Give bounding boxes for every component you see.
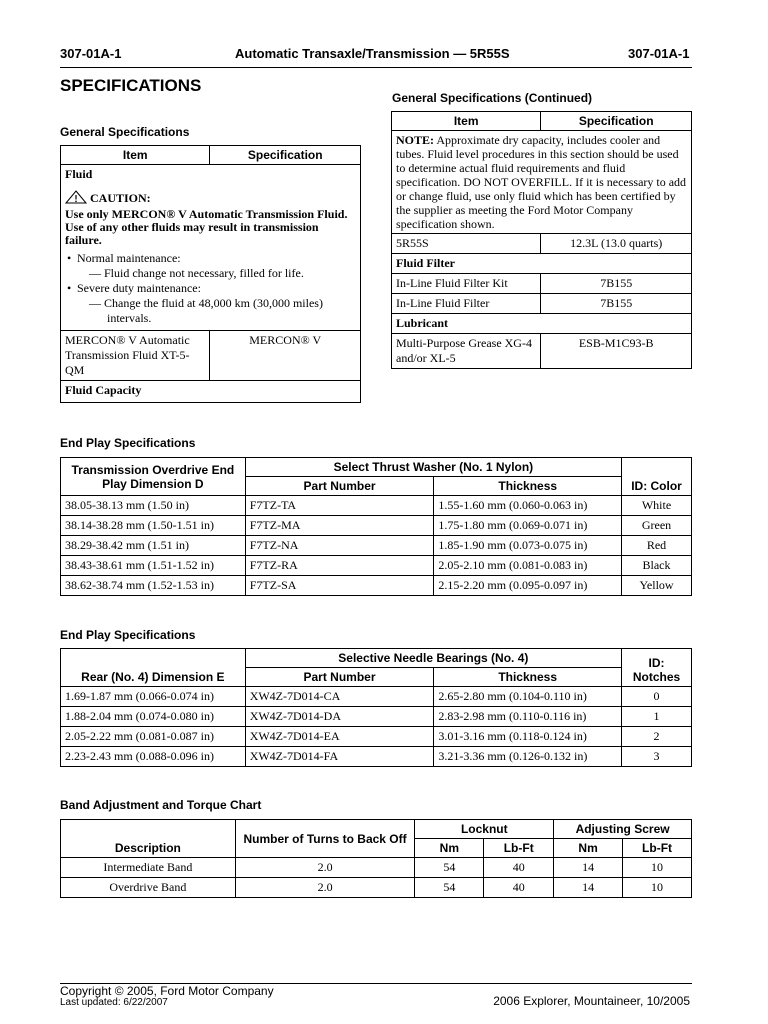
warning-icon [65,190,87,208]
general-spec-table [60,145,361,403]
general-spec-cont-title: General Specifications (Continued) [392,91,593,105]
table-cell: 54 [415,878,484,898]
table-cell: 0 [622,687,692,707]
table-cell: F7TZ-RA [245,556,434,576]
col-id-color: ID: Color [622,458,692,496]
fluid-cell [61,165,361,331]
model-capacity: 12.3L (13.0 quarts) [541,234,692,254]
table-cell: 2.23-2.43 mm (0.088-0.096 in) [61,747,246,767]
col-part-number: Part Number [245,477,434,496]
table-cell: XW4Z-7D014-CA [245,687,434,707]
col-specification: Specification [541,112,692,131]
normal-maintenance: Normal maintenance: [77,251,181,265]
table-cell: XW4Z-7D014-EA [245,727,434,747]
col-adj-nm: Nm [554,839,623,858]
table-row [61,727,692,747]
footer-updated: Last updated: 6/22/2007 [60,997,168,1008]
table-cell: 38.05-38.13 mm (1.50 in) [61,496,246,516]
filter-kit-spec: 7B155 [541,274,692,294]
fluid-label: Fluid [65,167,93,181]
general-spec-title: General Specifications [60,125,190,139]
mercon-spec: MERCON® V [210,331,361,381]
table-cell: 1.85-1.90 mm (0.073-0.075 in) [434,536,622,556]
note-cell [392,131,692,234]
band-chart-table [60,819,692,898]
table-row [61,687,692,707]
table-cell: F7TZ-SA [245,576,434,596]
table-cell: 3 [622,747,692,767]
fluid-capacity-label: Fluid Capacity [61,381,361,403]
table-cell: F7TZ-TA [245,496,434,516]
table-cell: 1.75-1.80 mm (0.069-0.071 in) [434,516,622,536]
table-cell: F7TZ-NA [245,536,434,556]
mercon-item: MERCON® V Automatic Transmission Fluid XT-5-QM [61,331,210,381]
note-text: Approximate dry capacity, includes cooler and tubes. Fluid level procedures in this section should be used to determine actual fluid requirements and fluid specification. DO NOT OVERFILL. If it is necessary to add or change fluid, use only fluid which has been certified by the supplier as meeting the Ford Motor Company specification shown. [396,133,687,231]
header-rule [60,67,692,68]
table-cell: 2 [622,727,692,747]
table-cell: 10 [623,858,692,878]
table-cell: Intermediate Band [61,858,236,878]
table-cell: 40 [484,878,554,898]
severe-maintenance: Severe duty maintenance: [77,281,201,295]
table-cell: 2.65-2.80 mm (0.104-0.110 in) [434,687,622,707]
col-locknut-nm: Nm [415,839,484,858]
table-cell: 14 [554,878,623,898]
table-cell: 3.21-3.36 mm (0.126-0.132 in) [434,747,622,767]
col-part-number: Part Number [245,668,434,687]
table-cell: 1.69-1.87 mm (0.066-0.074 in) [61,687,246,707]
col-adj-lbft: Lb-Ft [623,839,692,858]
table-row [61,516,692,536]
table-cell: 2.0 [235,878,415,898]
end-play-1-title: End Play Specifications [60,436,196,450]
col-id-notches: ID: Notches [622,649,692,687]
table-cell: 1 [622,707,692,727]
table-row [61,878,692,898]
table-cell: 2.15-2.20 mm (0.095-0.097 in) [434,576,622,596]
table-cell: 1.55-1.60 mm (0.060-0.063 in) [434,496,622,516]
grease-item: Multi-Purpose Grease XG-4 and/or XL-5 [392,334,541,369]
caution-text: Use only MERCON® V Automatic Transmission Fluid. Use of any other fluids may result in transmission failure. [65,207,348,247]
col-thrust-washer: Select Thrust Washer (No. 1 Nylon) [245,458,621,477]
table-cell: 54 [415,858,484,878]
table-row [61,747,692,767]
filter-item: In-Line Fluid Filter [392,294,541,314]
table-cell: 1.88-2.04 mm (0.074-0.080 in) [61,707,246,727]
header-right: 307-01A-1 [628,46,690,61]
table-row [61,858,692,878]
end-play-2-table [60,648,692,767]
col-dimension-e: Rear (No. 4) Dimension E [61,649,246,687]
table-cell: 40 [484,858,554,878]
table-cell: 38.43-38.61 mm (1.51-1.52 in) [61,556,246,576]
filter-kit-item: In-Line Fluid Filter Kit [392,274,541,294]
filter-spec: 7B155 [541,294,692,314]
list-item [77,251,356,281]
header-center: Automatic Transaxle/Transmission — 5R55S [235,46,510,61]
table-cell: 3.01-3.16 mm (0.118-0.124 in) [434,727,622,747]
table-row [61,536,692,556]
table-cell: Yellow [622,576,692,596]
fluid-filter-label: Fluid Filter [392,254,692,274]
lubricant-label: Lubricant [392,314,692,334]
maintenance-list [65,251,356,326]
band-chart-title: Band Adjustment and Torque Chart [60,798,262,812]
table-cell: 38.14-38.28 mm (1.50-1.51 in) [61,516,246,536]
end-play-1-table [60,457,692,596]
col-locknut-lbft: Lb-Ft [484,839,554,858]
table-cell: XW4Z-7D014-DA [245,707,434,727]
end-play-2-title: End Play Specifications [60,628,196,642]
table-cell: 2.05-2.22 mm (0.081-0.087 in) [61,727,246,747]
table-cell: Black [622,556,692,576]
severe-maintenance-note-cont: intervals. [107,311,152,325]
table-row [61,576,692,596]
col-turns-back-off: Number of Turns to Back Off [235,820,415,858]
table-cell: 38.62-38.74 mm (1.52-1.53 in) [61,576,246,596]
grease-spec: ESB-M1C93-B [541,334,692,369]
table-cell: Overdrive Band [61,878,236,898]
table-cell: Red [622,536,692,556]
col-locknut: Locknut [415,820,554,839]
table-cell: 38.29-38.42 mm (1.51 in) [61,536,246,556]
col-thickness: Thickness [434,477,622,496]
model-item: 5R55S [392,234,541,254]
col-dimension-d: Transmission Overdrive End Play Dimension D [61,458,246,496]
table-cell: Green [622,516,692,536]
col-thickness: Thickness [434,668,622,687]
normal-maintenance-note: — Fluid change not necessary, filled for life. [89,266,304,280]
table-cell: 2.0 [235,858,415,878]
col-item: Item [61,146,210,165]
header-left: 307-01A-1 [60,46,122,61]
table-cell: 14 [554,858,623,878]
severe-maintenance-note: — Change the fluid at 48,000 km (30,000 miles) [89,296,323,310]
table-row [61,707,692,727]
table-cell: 10 [623,878,692,898]
col-adjusting-screw: Adjusting Screw [554,820,692,839]
list-item [77,281,356,326]
table-cell: F7TZ-MA [245,516,434,536]
general-spec-cont-table [391,111,692,369]
col-description: Description [61,820,236,858]
table-cell: 2.83-2.98 mm (0.110-0.116 in) [434,707,622,727]
table-cell: 2.05-2.10 mm (0.081-0.083 in) [434,556,622,576]
page-title: SPECIFICATIONS [60,76,202,95]
caution-block [65,190,356,247]
col-needle-bearings: Selective Needle Bearings (No. 4) [245,649,621,668]
col-item: Item [392,112,541,131]
table-row [61,496,692,516]
col-specification: Specification [210,146,361,165]
table-cell: XW4Z-7D014-FA [245,747,434,767]
caution-label: CAUTION: [90,191,151,205]
table-cell: White [622,496,692,516]
footer-copyright: Copyright © 2005, Ford Motor Company [60,984,274,998]
table-row [61,556,692,576]
note-label: NOTE: [396,133,435,147]
footer-right: 2006 Explorer, Mountaineer, 10/2005 [493,994,690,1008]
